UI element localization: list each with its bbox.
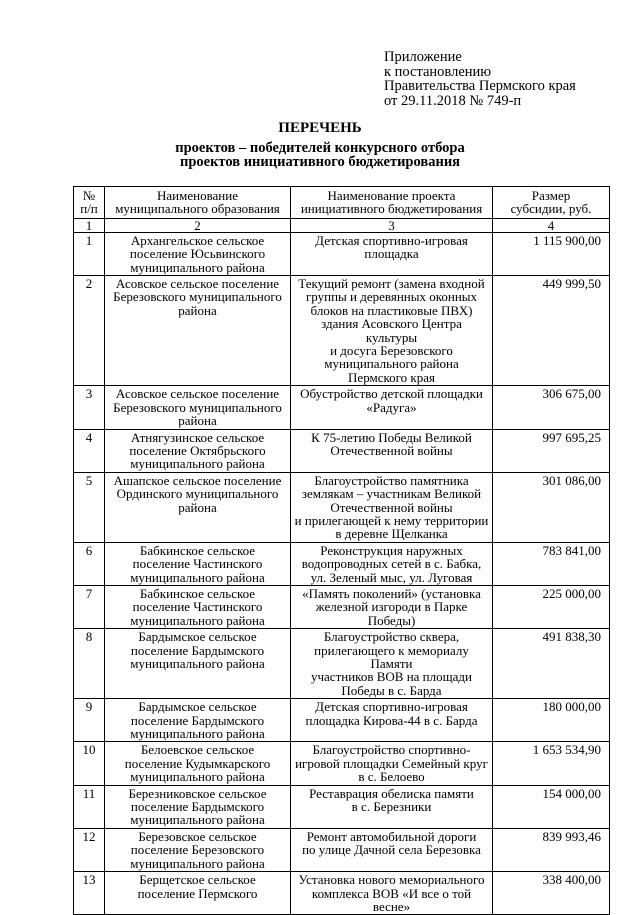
row-number-cell: 9: [74, 699, 105, 742]
subsidy-cell: 225 000,00: [493, 585, 610, 628]
row-number-cell: 8: [74, 629, 105, 699]
project-cell: Благоустройство сквера, прилегающего к мемориалу Памяти участников ВОВ на площади Победы в с. Барда: [291, 629, 493, 699]
table-row: [74, 386, 610, 429]
municipality-cell: Бабкинское сельское поселение Частинского муниципального района: [105, 585, 291, 628]
row-number-cell: 1: [74, 232, 105, 275]
subsidy-cell: 1 115 900,00: [493, 232, 610, 275]
subsidy-cell: 839 993,46: [493, 828, 610, 871]
column-number: 1: [74, 218, 105, 232]
municipality-cell: Асовское сельское поселение Березовского муниципального района: [105, 386, 291, 429]
municipality-cell: Архангельское сельское поселение Юсьвинского муниципального района: [105, 232, 291, 275]
municipality-cell: Асовское сельское поселение Березовского муниципального района: [105, 276, 291, 386]
row-number-cell: 4: [74, 429, 105, 472]
row-number-cell: 13: [74, 872, 105, 915]
table-row: [74, 785, 610, 828]
table-row: [74, 585, 610, 628]
header-municipality: Наименование муниципального образования: [105, 187, 291, 219]
municipality-cell: Белоевское сельское поселение Кудымкарского муниципального района: [105, 742, 291, 785]
table-row: [74, 742, 610, 785]
subsidy-cell: 491 838,30: [493, 629, 610, 699]
table-row: [74, 828, 610, 871]
subsidy-cell: 783 841,00: [493, 542, 610, 585]
municipality-cell: Бардымское сельское поселение Бардымского муниципального района: [105, 699, 291, 742]
column-number: 3: [291, 218, 493, 232]
row-number-cell: 11: [74, 785, 105, 828]
project-cell: Благоустройство памятника землякам – участникам Великой Отечественной войны и прилегающей к нему территории в деревне Щелканка: [291, 472, 493, 542]
table-row: [74, 699, 610, 742]
table-row: [74, 629, 610, 699]
row-number-cell: 5: [74, 472, 105, 542]
row-number-cell: 3: [74, 386, 105, 429]
appendix-line: Правительства Пермского края: [384, 78, 576, 94]
header-project: Наименование проекта инициативного бюджетирования: [291, 187, 493, 219]
table-row: [74, 472, 610, 542]
column-number: 4: [493, 218, 610, 232]
subsidy-cell: 154 000,00: [493, 785, 610, 828]
project-cell: Реставрация обелиска памяти в с. Березники: [291, 785, 493, 828]
subsidy-cell: 301 086,00: [493, 472, 610, 542]
subsidy-cell: 180 000,00: [493, 699, 610, 742]
row-number-cell: 7: [74, 585, 105, 628]
project-cell: Реконструкция наружных водопроводных сетей в с. Бабка, ул. Зеленый мыс, ул. Луговая: [291, 542, 493, 585]
table-row: [74, 872, 610, 915]
column-number-row: [74, 218, 610, 232]
municipality-cell: Бардымское сельское поселение Бардымского муниципального района: [105, 629, 291, 699]
project-cell: Установка нового мемориального комплекса ВОВ «И все о той весне»: [291, 872, 493, 915]
table-row: [74, 276, 610, 386]
document-title: ПЕРЕЧЕНЬ: [278, 120, 362, 136]
subsidy-cell: 338 400,00: [493, 872, 610, 915]
project-cell: Детская спортивно-игровая площадка: [291, 232, 493, 275]
row-number-cell: 10: [74, 742, 105, 785]
row-number-cell: 2: [74, 276, 105, 386]
subsidy-cell: 306 675,00: [493, 386, 610, 429]
municipality-cell: Березовское сельское поселение Березовского муниципального района: [105, 828, 291, 871]
table-row: [74, 429, 610, 472]
row-number-cell: 12: [74, 828, 105, 871]
appendix-line: к постановлению: [384, 63, 492, 80]
project-cell: Благоустройство спортивно- игровой площадки Семейный круг в с. Белоево: [291, 742, 493, 785]
municipality-cell: Атнягузинское сельское поселение Октябрьского муниципального района: [105, 429, 291, 472]
appendix-block: [384, 50, 576, 108]
subsidy-cell: 997 695,25: [493, 429, 610, 472]
appendix-line: Приложение: [384, 49, 462, 65]
table-row: [74, 542, 610, 585]
row-number-cell: 6: [74, 542, 105, 585]
project-cell: К 75-летию Победы Великой Отечественной войны: [291, 429, 493, 472]
subsidy-cell: 449 999,50: [493, 276, 610, 386]
table-body: [74, 232, 610, 915]
municipality-cell: Ашапское сельское поселение Ординского муниципального района: [105, 472, 291, 542]
subsidy-cell: 1 653 534,90: [493, 742, 610, 785]
project-cell: Обустройство детской площадки «Радуга»: [291, 386, 493, 429]
project-cell: Ремонт автомобильной дороги по улице Дачной села Березовка: [291, 828, 493, 871]
document-subtitle: [0, 142, 640, 169]
subtitle-line: проектов инициативного бюджетирования: [179, 153, 461, 170]
table-row: [74, 232, 610, 275]
projects-table: [73, 186, 610, 915]
column-number: 2: [105, 218, 291, 232]
project-cell: Текущий ремонт (замена входной группы и деревянных оконных блоков на пластиковые ПВХ) здания Асовского Центра культуры и досуга Березовского муниципального района Пермского края: [291, 276, 493, 386]
municipality-cell: Берщетское сельское поселение Пермского: [105, 872, 291, 915]
header-number: № п/п: [74, 187, 105, 219]
subtitle-line: проектов – победителей конкурсного отбора: [175, 140, 465, 156]
project-cell: Детская спортивно-игровая площадка Кирова-44 в с. Барда: [291, 699, 493, 742]
municipality-cell: Березниковское сельское поселение Бардымского муниципального района: [105, 785, 291, 828]
header-subsidy: Размер субсидии, руб.: [493, 187, 610, 219]
appendix-line: от 29.11.2018 № 749-п: [384, 92, 522, 109]
project-cell: «Память поколений» (установка железной изгороди в Парке Победы): [291, 585, 493, 628]
table-header-row: [74, 187, 610, 219]
municipality-cell: Бабкинское сельское поселение Частинского муниципального района: [105, 542, 291, 585]
